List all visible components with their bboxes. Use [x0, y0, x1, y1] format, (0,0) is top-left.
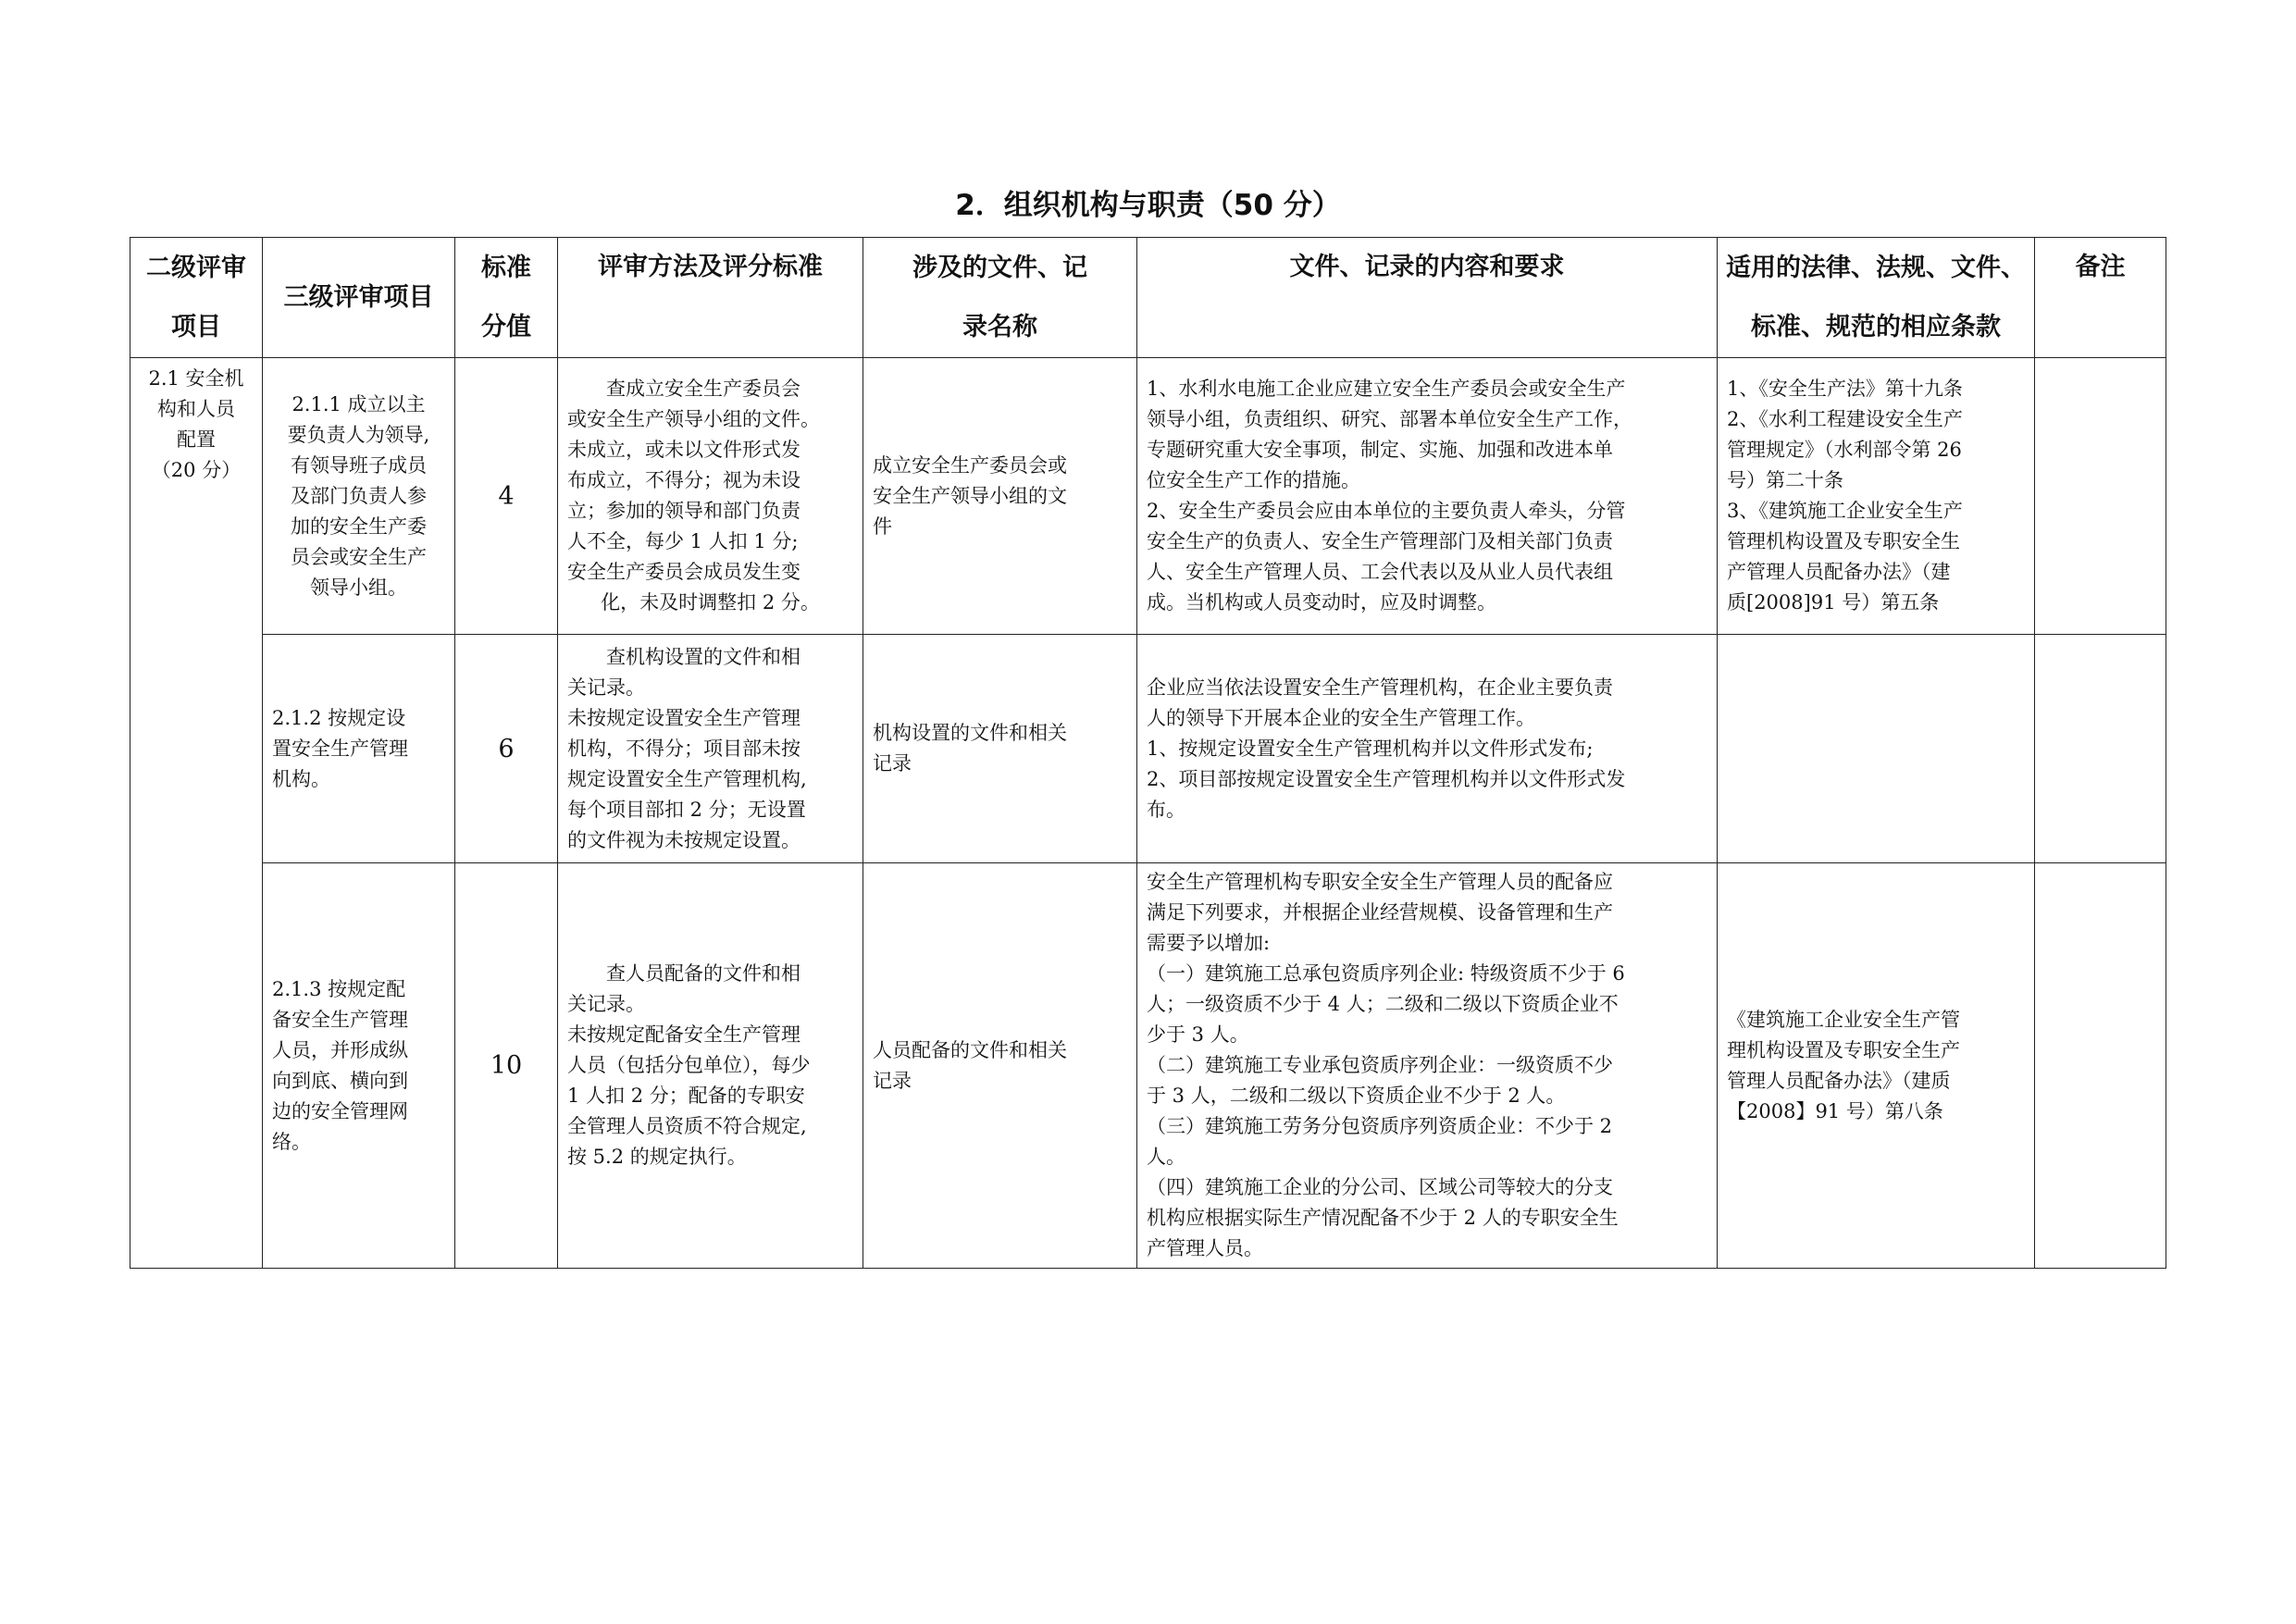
table-row	[130, 358, 2166, 635]
related-documents: 机构设置的文件和相关 记录	[863, 635, 1137, 863]
method-criteria: 查人员配备的文件和相 关记录。 未按规定配备安全生产管理 人员（包括分包单位），每少 1 人扣 2 分；配备的专职安 全管理人员资质不符合规定, 按 5.2 的规定执行。	[558, 863, 863, 1269]
note-cell	[2035, 358, 2166, 635]
score-value: 10	[455, 863, 558, 1269]
content-requirements: 安全生产管理机构专职安全安全生产管理人员的配备应 满足下列要求，并根据企业经营规模、设备管理和生产 需要予以增加: （一）建筑施工总承包资质序列企业: 特级资质不少于 6 人；一级资质不少于 4 人；二级和二级以下资质企业不 少于 3 人。 （二）建筑施工专业承包资质序列企业：一级资质不少 于 3 人，二级和二级以下资质企业不少于 2 人。 （三）建筑施工劳务分包资质序列资质企业：不少于 2 人。 （四）建筑施工企业的分公司、区域公司等较大的分支 机构应根据实际生产情况配备不少于 2 人的专职安全生 产管理人员。	[1137, 863, 1718, 1269]
note-cell	[2035, 863, 2166, 1269]
score-value: 6	[455, 635, 558, 863]
level3-item: 2.1.1 成立以主 要负责人为领导, 有领导班子成员 及部门负责人参 加的安全生产委 员会或安全生产 领导小组。	[263, 358, 455, 635]
applicable-laws: 《建筑施工企业安全生产管 理机构设置及专职安全生产 管理人员配备办法》（建质 【2008】91 号）第八条	[1718, 863, 2035, 1269]
level3-item: 2.1.2 按规定设 置安全生产管理 机构。	[263, 635, 455, 863]
header-laws: 适用的法律、法规、文件、 标准、规范的相应条款	[1718, 238, 2035, 358]
assessment-table	[130, 237, 2166, 1269]
applicable-laws	[1718, 635, 2035, 863]
method-criteria: 查机构设置的文件和相 关记录。 未按规定设置安全生产管理 机构，不得分；项目部未按 规定设置安全生产管理机构, 每个项目部扣 2 分；无设置 的文件视为未按规定设置。	[558, 635, 863, 863]
level2-item: 2.1 安全机 构和人员 配置 （20 分）	[130, 358, 263, 1269]
related-documents: 人员配备的文件和相关 记录	[863, 863, 1137, 1269]
method-criteria: 查成立安全生产委员会 或安全生产领导小组的文件。 未成立，或未以文件形式发 布成立，不得分；视为未设 立；参加的领导和部门负责 人不全，每少 1 人扣 1 分; 安全生产委员会成员发生变 化，未及时调整扣 2 分。	[558, 358, 863, 635]
note-cell	[2035, 635, 2166, 863]
header-score: 标准 分值	[455, 238, 558, 358]
header-level3: 三级评审项目	[263, 238, 455, 358]
header-row	[130, 238, 2166, 358]
page-title: 2．组织机构与职责（50 分）	[955, 189, 1341, 222]
related-documents: 成立安全生产委员会或 安全生产领导小组的文 件	[863, 358, 1137, 635]
level3-item: 2.1.3 按规定配 备安全生产管理 人员，并形成纵 向到底、横向到 边的安全管理网 络。	[263, 863, 455, 1269]
score-value: 4	[455, 358, 558, 635]
header-content: 文件、记录的内容和要求	[1137, 238, 1718, 358]
header-level2: 二级评审 项目	[130, 238, 263, 358]
content-requirements: 企业应当依法设置安全生产管理机构，在企业主要负责 人的领导下开展本企业的安全生产管理工作。 1、按规定设置安全生产管理机构并以文件形式发布; 2、项目部按规定设置安全生产管理机构并以文件形式发 布。	[1137, 635, 1718, 863]
header-note: 备注	[2035, 238, 2166, 358]
table-row	[130, 863, 2166, 1269]
header-docs: 涉及的文件、记 录名称	[863, 238, 1137, 358]
header-method: 评审方法及评分标准	[558, 238, 863, 358]
applicable-laws: 1、《安全生产法》第十九条 2、《水利工程建设安全生产 管理规定》（水利部令第 26 号）第二十条 3、《建筑施工企业安全生产 管理机构设置及专职安全生 产管理人员配备办法》（建 质[2008]91 号）第五条	[1718, 358, 2035, 635]
content-requirements: 1、水利水电施工企业应建立安全生产委员会或安全生产 领导小组，负责组织、研究、部署本单位安全生产工作， 专题研究重大安全事项，制定、实施、加强和改进本单 位安全生产工作的措施。 2、安全生产委员会应由本单位的主要负责人牵头，分管 安全生产的负责人、安全生产管理部门及相关部门负责 人、安全生产管理人员、工会代表以及从业人员代表组 成。当机构或人员变动时，应及时调整。	[1137, 358, 1718, 635]
table-row	[130, 635, 2166, 863]
